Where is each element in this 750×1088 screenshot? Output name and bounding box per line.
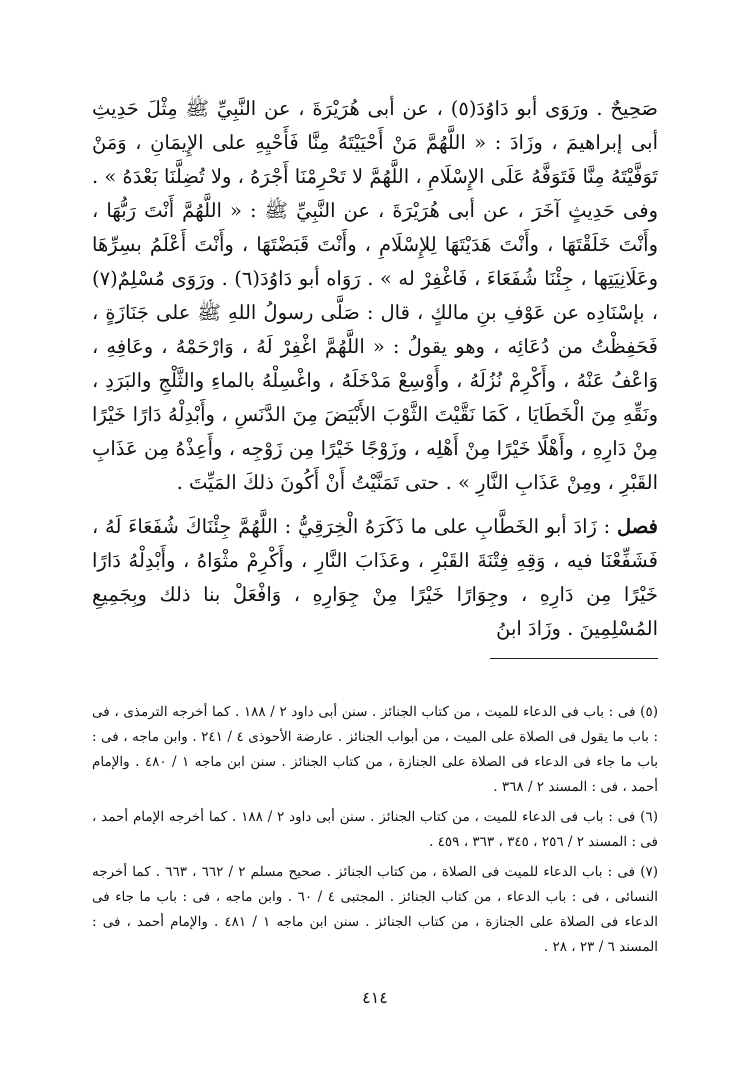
page-number: ٤١٤ bbox=[362, 988, 388, 1007]
footnote-6: (٦) فى : باب فى الدعاء للميت ، من كتاب الجنائز . سنن أبى داود ٢ / ١٨٨ . كما أخرجه الإمام أحمد ، فى : المسند ٢ / ٢٥٦ ، ٣٤٥ ، ٣٦٣ ، ٤٥٩ . bbox=[92, 809, 658, 850]
paragraph-1: صَحِيحٌ . ورَوَى أبو دَاوُدَ(٥) ، عن أبى هُرَيْرَةَ ، عن النَّبِيِّ ﷺ مِثْلَ حَدِيثِ أبى إبراهيمَ ، وزَادَ : « اللَّهُمَّ مَنْ أَحْيَيْتَهُ مِنَّا فَأَحْيِهِ على الإِيمَانِ ، وَمَنْ تَوَفَّيْتَهُ مِنَّا فَتَوَفَّهُ عَلَى الإِسْلَامِ ، اللَّهُمَّ لا تَحْرِمْنَا أَجْرَهُ ، ولا تُضِلَّنَا بَعْدَهُ » . وفى حَدِيثٍ آخَرَ ، عن أبى هُرَيْرَةَ ، عن النَّبِيِّ ﷺ : « اللَّهُمَّ أَنْتَ رَبُّهَا ، وأَنْتَ خَلَقْتَهَا ، وأَنْتَ هَدَيْتَهَا لِلإِسْلَامِ ، وأَنْتَ قَبَضْتَهَا ، وأَنْتَ أَعْلَمُ بسِرِّهَا وعَلَانِيَتِها ، جِئْنَا شُفَعَاءَ ، فَاغْفِرْ له » . رَوَاه أبو دَاوُدَ(٦) . ورَوَى مُسْلِمٌ(٧) ، بإسْنَادِه عن عَوْفِ بنِ مالكٍ ، قال : صَلَّى رسولُ اللهِ ﷺ على جَنَازَةٍ ، فَحَفِظْتُ من دُعَائِه ، وهو يقولُ : « اللَّهُمَّ اغْفِرْ لَهُ ، وَارْحَمْهُ ، وعَافِهِ ، وَاعْفُ عَنْهُ ، وأَكْرِمْ نُزُلَهُ ، وأَوْسِعْ مَدْخَلَهُ ، واغْسِلْهُ بالماءِ والثَّلْجِ والبَرَدِ ، ونَقِّهِ مِنَ الْخَطَايَا ، كَمَا نَقَّيْتَ الثَّوْبَ الأَبْيَضَ مِنَ الدَّنَسِ ، وأَبْدِلْهُ دَارًا خَيْرًا مِنْ دَارِهِ ، وأَهْلًا خَيْرًا مِنْ أَهْلِه ، وزَوْجًا خَيْرًا مِن زَوْجِه ، وأَعِذْهُ مِن عَذَابِ القَبْرِ ، ومِنْ عَذَابِ النَّارِ » . حتى تَمَنَّيْتُ أَنْ أَكُونَ ذلكَ المَيِّتَ . bbox=[92, 97, 659, 494]
section-label-fasl: فصل bbox=[617, 515, 658, 538]
paragraph-2-text: : زَادَ أبو الخَطَّابِ على ما ذَكَرَهُ الْخِرَقِيُّ : اللَّهُمَّ جِئْنَاكَ شُفَعَاءَ لَهُ ، فَشَفِّعْنَا فيه ، وَقِهِ فِتْنَةَ القَبْرِ ، وعَذَابَ النَّارِ ، وأَكْرِمْ مثْوَاهُ ، وأَبْدِلْهُ دَارًا خَيْرًا مِن دَارِهِ ، وجِوَارًا خَيْرًا مِنْ جِوَارِهِ ، وَافْعَلْ بنا ذلك وبِجَمِيعِ المُسْلِمِينَ . وزَادَ ابنُ bbox=[92, 515, 658, 640]
footnote-5: (٥) فى : باب فى الدعاء للميت ، من كتاب الجنائز . سنن أبى داود ٢ / ١٨٨ . كما أخرجه الترمذى ، فى : باب ما يقول فى الصلاة على الميت ، من أبواب الجنائز . عارضة الأحوذى ٤ / ٢٤١ . وابن ماجه ، فى : باب ما جاء فى الدعاء فى الصلاة على الجنازة ، من كتاب الجنائز . سنن ابن ماجه ١ / ٤٨٠ . والإمام أحمد ، فى : المسند ٢ / ٣٦٨ . bbox=[92, 704, 659, 795]
footnote-7: (٧) فى : باب الدعاء للميت فى الصلاة ، من كتاب الجنائز . صحيح مسلم ٢ / ٦٦٢ ، ٦٦٣ . كما أخرجه النسائى ، فى : باب الدعاء ، من كتاب الجنائز . المجتبى ٤ / ٦٠ . وابن ماجه ، فى : باب ما جاء فى الدعاء فى الصلاة على الجنازة ، من كتاب الجنائز . سنن ابن ماجه ١ / ٤٨١ . والإمام أحمد ، فى : المسند ٦ / ٢٣ ، ٢٨ . bbox=[92, 864, 659, 955]
footnotes bbox=[92, 700, 658, 965]
main-text bbox=[92, 92, 658, 646]
footnote-divider bbox=[490, 658, 658, 659]
paragraph-2 bbox=[92, 510, 658, 646]
